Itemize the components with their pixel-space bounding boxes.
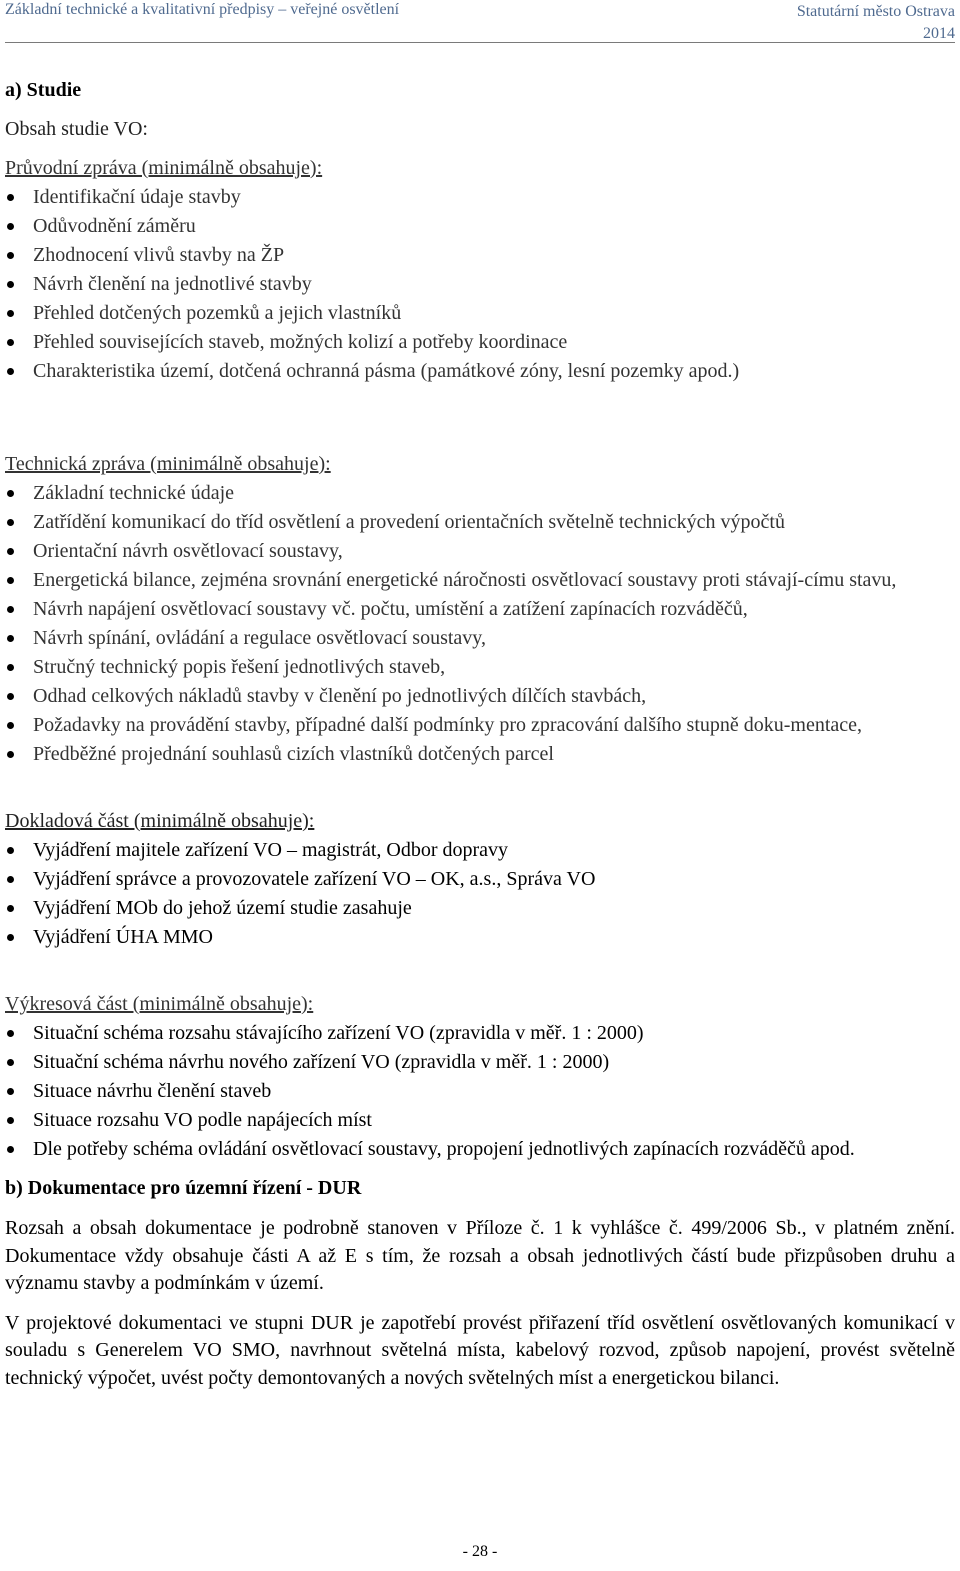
section-b-paragraph-2: V projektové dokumentaci ve stupni DUR je zapotřebí provést přiřazení tříd osvětlení osvětlovaných komunikací v souladu s Generelem VO SMO, navrhnout světelná místa, kabelový rozvod, způsob napojení, provést světelně technický výpočet, uvést počty demontovaných a nových světelných míst a energetickou bilanci. — [5, 1311, 955, 1389]
technicka-list — [5, 479, 955, 769]
list-item: Charakteristika území, dotčená ochranná pásma (památkové zóny, lesní pozemky apod.) — [5, 357, 955, 386]
list-item: Energetická bilance, zejména srovnání energetické náročnosti osvětlovací soustavy proti stávají-címu stavu, — [5, 566, 955, 595]
header-title: Základní technické a kvalitativní předpisy – veřejné osvětlení — [5, 1, 400, 18]
list-item: Situační schéma rozsahu stávajícího zařízení VO (zpravidla v měř. 1 : 2000) — [5, 1019, 955, 1048]
page-content — [5, 76, 955, 1392]
section-a-intro: Obsah studie VO: — [5, 118, 148, 140]
list-item: Vyjádření MOb do jehož území studie zasahuje — [5, 894, 955, 923]
list-item: Identifikační údaje stavby — [5, 183, 955, 212]
dokladova-title: Dokladová část (minimálně obsahuje): — [5, 810, 315, 832]
list-item: Přehled dotčených pozemků a jejich vlastníků — [5, 299, 955, 328]
list-item: Orientační návrh osvětlovací soustavy, — [5, 537, 955, 566]
page-header — [5, 0, 955, 43]
list-item: Vyjádření správce a provozovatele zařízení VO – OK, a.s., Správa VO — [5, 865, 955, 894]
list-item: Návrh spínání, ovládání a regulace osvětlovací soustavy, — [5, 624, 955, 653]
list-item: Zhodnocení vlivů stavby na ŽP — [5, 241, 955, 270]
section-b-paragraph-1: Rozsah a obsah dokumentace je podrobně stanoven v Příloze č. 1 k vyhlášce č. 499/2006 Sb., v platném znění. Dokumentace vždy obsahuje části A až E s tím, že rozsah a obsah jednotlivých částí bude přizpůsoben druhu a významu stavby a podmínkám v území. — [5, 1217, 955, 1294]
header-organization — [797, 1, 955, 45]
list-item: Návrh členění na jednotlivé stavby — [5, 270, 955, 299]
list-item: Vyjádření majitele zařízení VO – magistrát, Odbor dopravy — [5, 836, 955, 865]
list-item: Přehled souvisejících staveb, možných kolizí a potřeby koordinace — [5, 328, 955, 357]
page-number: - 28 - — [462, 1543, 498, 1560]
section-a-heading: a) Studie — [5, 79, 82, 101]
pruvodni-title: Průvodní zpráva (minimálně obsahuje): — [5, 157, 323, 179]
header-org-name: Statutární město Ostrava — [796, 3, 955, 20]
list-item: Dle potřeby schéma ovládání osvětlovací soustavy, propojení jednotlivých zapínacích rozváděčů apod. — [5, 1135, 955, 1164]
list-item: Předběžné projednání souhlasů cizích vlastníků dotčených parcel — [5, 740, 955, 769]
list-item: Stručný technický popis řešení jednotlivých staveb, — [5, 653, 955, 682]
dokladova-list — [5, 836, 955, 952]
list-item: Základní technické údaje — [5, 479, 955, 508]
list-item: Situace rozsahu VO podle napájecích míst — [5, 1106, 955, 1135]
section-b-heading: b) Dokumentace pro územní řízení - DUR — [5, 1177, 362, 1199]
list-item: Zatřídění komunikací do tříd osvětlení a provedení orientačních světelně technických výpočtů — [5, 508, 955, 537]
technicka-title: Technická zpráva (minimálně obsahuje): — [5, 453, 331, 475]
list-item: Situace návrhu členění staveb — [5, 1077, 955, 1106]
header-year: 2014 — [923, 25, 955, 42]
list-item: Odůvodnění záměru — [5, 212, 955, 241]
list-item: Odhad celkových nákladů stavby v členění po jednotlivých dílčích stavbách, — [5, 682, 955, 711]
list-item: Návrh napájení osvětlovací soustavy vč. počtu, umístění a zatížení zapínacích rozváděčů, — [5, 595, 955, 624]
vykresova-title: Výkresová část (minimálně obsahuje): — [5, 993, 314, 1015]
pruvodni-list — [5, 183, 955, 386]
list-item: Požadavky na provádění stavby, případné další podmínky pro zpracování dalšího stupně doku-mentace, — [5, 711, 955, 740]
list-item: Situační schéma návrhu nového zařízení VO (zpravidla v měř. 1 : 2000) — [5, 1048, 955, 1077]
vykresova-list — [5, 1019, 955, 1164]
list-item: Vyjádření ÚHA MMO — [5, 923, 955, 952]
